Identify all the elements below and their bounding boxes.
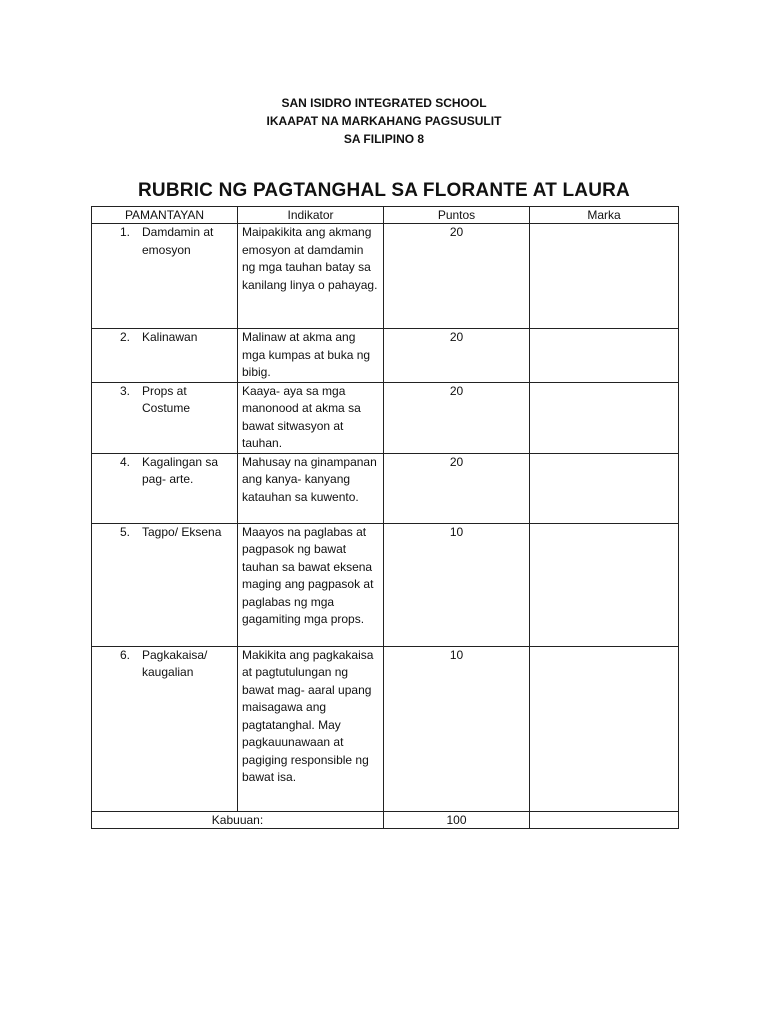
rubric-table bbox=[91, 206, 679, 829]
indicator-cell: Maayos na paglabas at pagpasok ng bawat tauhan sa bawat eksena maging ang pagpasok at paglabas ng mga gagamiting mga props. bbox=[238, 523, 384, 646]
criterion-label: Props at Costume bbox=[142, 383, 191, 415]
points-cell: 20 bbox=[384, 224, 530, 329]
table-row bbox=[92, 453, 679, 523]
points-cell: 20 bbox=[384, 453, 530, 523]
criterion-label: Kagalingan sa pag- arte. bbox=[142, 454, 219, 486]
table-row bbox=[92, 382, 679, 453]
header-puntos: Puntos bbox=[384, 207, 530, 224]
criterion-cell bbox=[92, 382, 238, 453]
criterion-cell bbox=[92, 224, 238, 329]
mark-cell[interactable] bbox=[530, 382, 679, 453]
school-name: SAN ISIDRO INTEGRATED SCHOOL bbox=[281, 96, 487, 110]
criterion-number: 5. bbox=[120, 524, 131, 539]
mark-cell[interactable] bbox=[530, 453, 679, 523]
header-marka: Marka bbox=[530, 207, 679, 224]
total-label: Kabuuan: bbox=[92, 811, 384, 828]
criterion-number: 2. bbox=[120, 330, 131, 344]
table-row bbox=[92, 329, 679, 383]
indicator-cell: Malinaw at akma ang mga kumpas at buka ng bibig. bbox=[238, 329, 384, 383]
points-cell: 10 bbox=[384, 523, 530, 646]
criterion-label: Kalinawan bbox=[142, 330, 198, 344]
criterion-number: 3. bbox=[120, 383, 131, 398]
total-points: 100 bbox=[384, 811, 530, 828]
criterion-number: 4. bbox=[120, 454, 131, 469]
mark-cell[interactable] bbox=[530, 224, 679, 329]
header-indikator: Indikator bbox=[238, 207, 384, 224]
table-row bbox=[92, 523, 679, 646]
criterion-number: 6. bbox=[120, 647, 131, 662]
criterion-cell bbox=[92, 646, 238, 811]
indicator-cell: Kaaya- aya sa mga manonood at akma sa bawat sitwasyon at tauhan. bbox=[238, 382, 384, 453]
indicator-cell: Maipakikita ang akmang emosyon at damdamin ng mga tauhan batay sa kanilang linya o pahayag. bbox=[238, 224, 384, 329]
mark-cell[interactable] bbox=[530, 646, 679, 811]
criterion-number: 1. bbox=[120, 225, 131, 239]
points-cell: 10 bbox=[384, 646, 530, 811]
table-row bbox=[92, 646, 679, 811]
total-mark-cell[interactable] bbox=[530, 811, 679, 828]
indicator-cell: Mahusay na ginampanan ang kanya- kanyang katauhan sa kuwento. bbox=[238, 453, 384, 523]
mark-cell[interactable] bbox=[530, 523, 679, 646]
mark-cell[interactable] bbox=[530, 329, 679, 383]
criterion-cell bbox=[92, 329, 238, 383]
header-pamantayan: PAMANTAYAN bbox=[92, 207, 238, 224]
points-cell: 20 bbox=[384, 329, 530, 383]
criterion-label: Tagpo/ Eksena bbox=[142, 524, 222, 539]
criterion-cell bbox=[92, 523, 238, 646]
document-title: RUBRIC NG PAGTANGHAL SA FLORANTE AT LAURA bbox=[138, 180, 630, 201]
subject-name: SA FILIPINO 8 bbox=[343, 132, 425, 146]
criterion-label: Pagkakaisa/ kaugalian bbox=[142, 647, 208, 679]
exam-name: IKAAPAT NA MARKAHANG PAGSUSULIT bbox=[266, 114, 502, 128]
criterion-label: Damdamin at emosyon bbox=[142, 225, 214, 257]
criterion-cell bbox=[92, 453, 238, 523]
table-header-row bbox=[92, 207, 679, 224]
points-cell: 20 bbox=[384, 382, 530, 453]
table-row bbox=[92, 224, 679, 329]
indicator-cell: Makikita ang pagkakaisa at pagtutulungan ng bawat mag- aaral upang maisagawa ang pagtatanghal. May pagkauunawaan at pagiging responsible ng bawat isa. bbox=[238, 646, 384, 811]
total-row bbox=[92, 811, 679, 828]
